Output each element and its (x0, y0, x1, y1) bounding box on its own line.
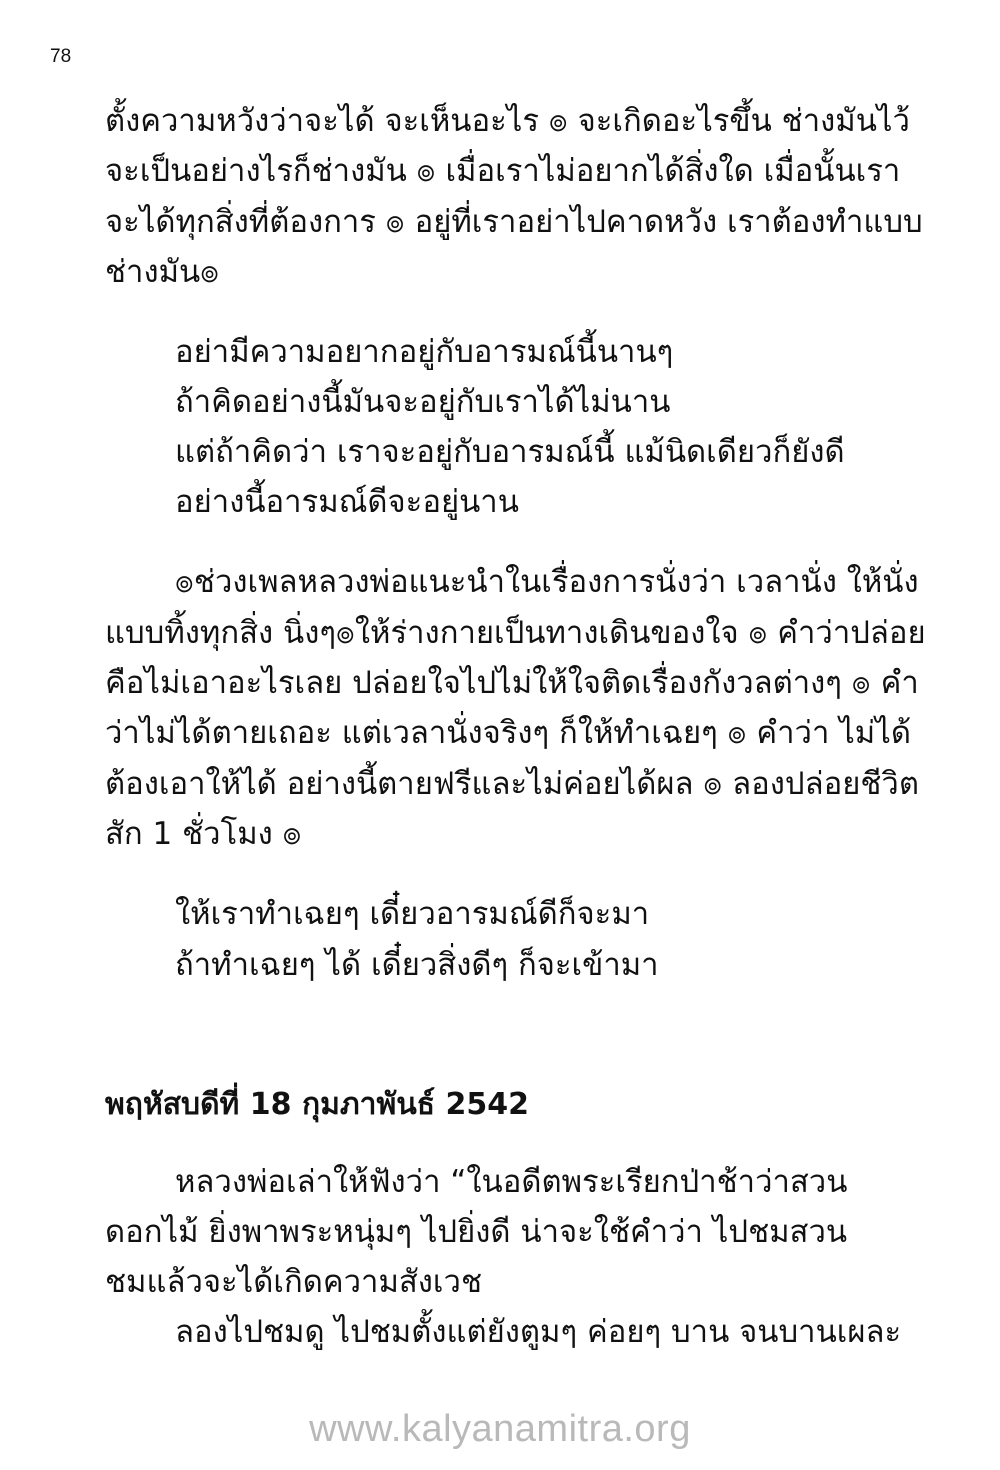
verse-line: ถ้าคิดอย่างนี้มันจะอยู่กับเราได้ไม่นาน (175, 384, 671, 420)
text-line: แบบทิ้งทุกสิ่ง นิ่งๆ๏ให้ร่างกายเป็นทางเดินของใจ ๏ คำว่าปล่อย (105, 615, 926, 651)
verse-line: แต่ถ้าคิดว่า เราจะอยู่กับอารมณ์นี้ แม้นิดเดียวก็ยังดี (175, 434, 845, 470)
verse-line: อย่ามีความอยากอยู่กับอารมณ์นี้นานๆ (175, 334, 674, 370)
verse-line: อย่างนี้อารมณ์ดีจะอยู่นาน (175, 484, 519, 520)
text-line: จะได้ทุกสิ่งที่ต้องการ ๏ อยู่ที่เราอย่าไปคาดหวัง เราต้องทำแบบ (105, 204, 923, 240)
text-line: ช่างมัน๏ (105, 254, 220, 290)
text-line: สัก 1 ชั่วโมง ๏ (105, 816, 302, 852)
text-line: ว่าไม่ได้ตายเถอะ แต่เวลานั่งจริงๆ ก็ให้ทำเฉยๆ ๏ คำว่า ไม่ได้ (105, 715, 911, 751)
verse-line: ถ้าทำเฉยๆ ได้ เดี๋ยวสิ่งดีๆ ก็จะเข้ามา (175, 947, 659, 983)
text-line: ชมแล้วจะได้เกิดความสังเวช (105, 1264, 482, 1300)
date-heading: พฤหัสบดีที่ 18 กุมภาพันธ์ 2542 (105, 1087, 530, 1122)
text-line: คือไม่เอาอะไรเลย ปล่อยใจไปไม่ให้ใจติดเรื่องกังวลต่างๆ ๏ คำ (105, 665, 919, 701)
text-line: ดอกไม้ ยิ่งพาพระหนุ่มๆ ไปยิ่งดี น่าจะใช้คำว่า ไปชมสวน (105, 1214, 848, 1250)
watermark-url: www.kalyanamitra.org (309, 1408, 691, 1450)
text-line: หลวงพ่อเล่าให้ฟังว่า “ในอดีตพระเรียกป่าช้าว่าสวน (175, 1164, 848, 1200)
text-line: จะเป็นอย่างไรก็ช่างมัน ๏ เมื่อเราไม่อยากได้สิ่งใด เมื่อนั้นเรา (105, 153, 901, 189)
text-line: ตั้งความหวังว่าจะได้ จะเห็นอะไร ๏ จะเกิดอะไรขึ้น ช่างมันไว้ (105, 103, 910, 139)
text-line: ลองไปชมดู ไปชมตั้งแต่ยังตูมๆ ค่อยๆ บาน จนบานเผละ (175, 1314, 902, 1350)
verse-line: ให้เราทำเฉยๆ เดี๋ยวอารมณ์ดีก็จะมา (175, 896, 650, 932)
text-line: ๏ช่วงเพลหลวงพ่อแนะนำในเรื่องการนั่งว่า เวลานั่ง ให้นั่ง (175, 564, 919, 600)
page-number: 78 (50, 46, 72, 67)
text-line: ต้องเอาให้ได้ อย่างนี้ตายฟรีและไม่ค่อยได้ผล ๏ ลองปล่อยชีวิต (105, 766, 919, 802)
